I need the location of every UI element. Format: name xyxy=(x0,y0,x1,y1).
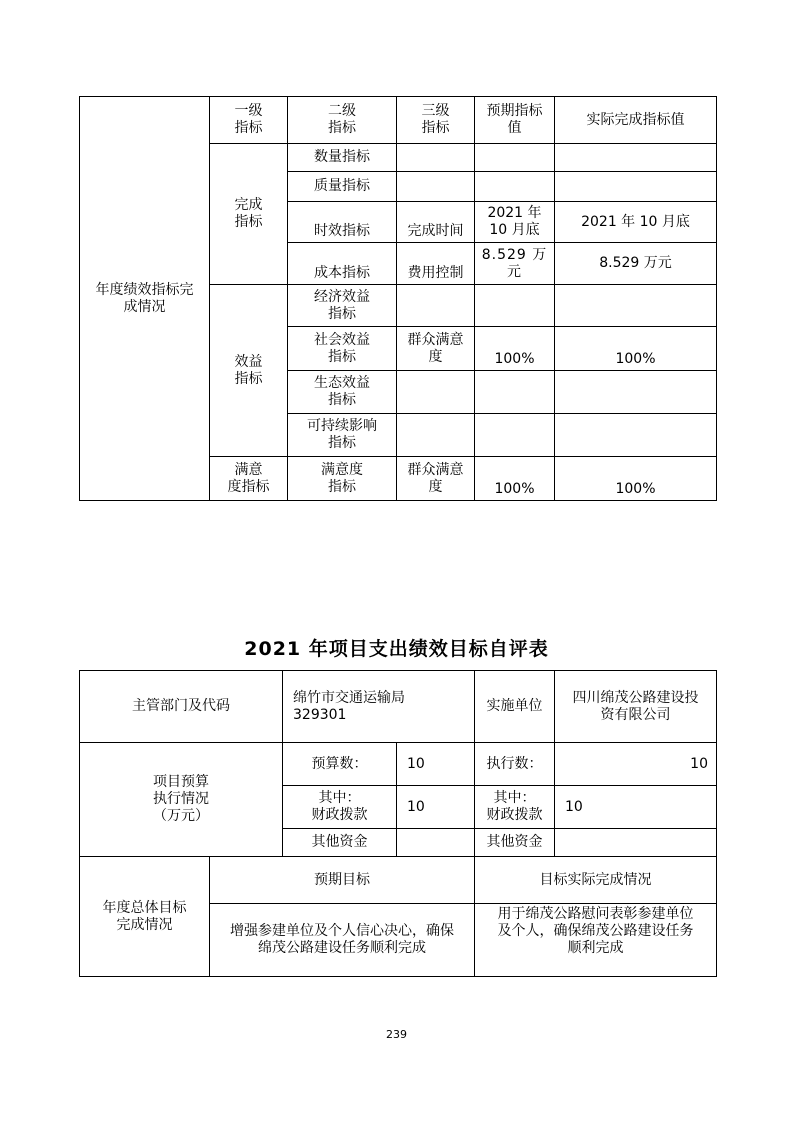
cell-empty xyxy=(397,414,475,457)
cell-empty xyxy=(397,172,475,202)
self-evaluation-table xyxy=(79,670,717,977)
cost-expected: 8.529 万 元 xyxy=(475,243,555,285)
timeliness-level3: 完成时间 xyxy=(397,202,475,243)
goal-section: 年度总体目标 完成情况 xyxy=(80,857,210,977)
actual-goal-label: 目标实际完成情况 xyxy=(475,857,717,904)
fiscal-exec-value: 10 xyxy=(555,786,717,829)
expected-goal-label: 预期目标 xyxy=(210,857,475,904)
group-satisfaction: 满意 度指标 xyxy=(210,457,288,501)
cell-empty xyxy=(475,172,555,202)
cell-empty xyxy=(475,414,555,457)
social-actual: 100% xyxy=(555,327,717,371)
cell-empty xyxy=(475,371,555,414)
social-level3: 群众满意 度 xyxy=(397,327,475,371)
fiscal-budget-value: 10 xyxy=(397,786,475,829)
cell-empty xyxy=(555,371,717,414)
other-exec-label: 其他资金 xyxy=(475,829,555,857)
cell-empty xyxy=(397,285,475,327)
exec-label: 执行数： xyxy=(475,743,555,786)
row-economic: 经济效益 指标 xyxy=(288,285,397,327)
dept-label: 主管部门及代码 xyxy=(80,671,283,743)
actual-goal-text: 用于绵茂公路慰问表彰参建单位 及个人，确保绵茂公路建设任务 顺利完成 xyxy=(475,904,717,977)
row-cost: 成本指标 xyxy=(288,243,397,285)
impl-label: 实施单位 xyxy=(475,671,555,743)
header-actual: 实际完成指标值 xyxy=(555,97,717,144)
header-level2: 二级 指标 xyxy=(288,97,397,144)
fiscal-exec-label: 其中： 财政拨款 xyxy=(475,786,555,829)
exec-value: 10 xyxy=(555,743,717,786)
header-expected: 预期指标 值 xyxy=(475,97,555,144)
impl-value: 四川绵茂公路建设投 资有限公司 xyxy=(555,671,717,743)
row-satisfaction: 满意度 指标 xyxy=(288,457,397,501)
expected-goal-text: 增强参建单位及个人信心决心，确保 绵茂公路建设任务顺利完成 xyxy=(210,904,475,977)
cell-empty xyxy=(555,285,717,327)
row-quality: 质量指标 xyxy=(288,172,397,202)
budget-label: 预算数： xyxy=(283,743,397,786)
satisfaction-expected: 100% xyxy=(475,457,555,501)
cell-empty xyxy=(397,829,475,857)
satisfaction-actual: 100% xyxy=(555,457,717,501)
timeliness-expected: 2021 年 10 月底 xyxy=(475,202,555,243)
other-label: 其他资金 xyxy=(283,829,397,857)
social-expected: 100% xyxy=(475,327,555,371)
row-ecological: 生态效益 指标 xyxy=(288,371,397,414)
page-title: 2021 年项目支出绩效目标自评表 xyxy=(244,638,549,660)
row-quantity: 数量指标 xyxy=(288,144,397,172)
cell-empty xyxy=(555,144,717,172)
row-timeliness: 时效指标 xyxy=(288,202,397,243)
fiscal-label: 其中： 财政拨款 xyxy=(283,786,397,829)
row-social: 社会效益 指标 xyxy=(288,327,397,371)
group-completion: 完成 指标 xyxy=(210,144,288,285)
cell-empty xyxy=(397,371,475,414)
timeliness-actual: 2021 年 10 月底 xyxy=(555,202,717,243)
cell-empty xyxy=(475,285,555,327)
dept-value: 绵竹市交通运输局 329301 xyxy=(283,671,475,743)
satisfaction-level3: 群众满意 度 xyxy=(397,457,475,501)
header-level1: 一级 指标 xyxy=(210,97,288,144)
budget-section: 项目预算 执行情况 （万元） xyxy=(80,743,283,857)
row-sustainable: 可持续影响 指标 xyxy=(288,414,397,457)
cell-empty xyxy=(397,144,475,172)
section-label-text: 年度绩效指标完 成情况 xyxy=(95,281,194,315)
performance-indicator-table xyxy=(79,96,717,501)
cell-empty xyxy=(555,829,717,857)
cell-empty xyxy=(555,414,717,457)
header-level3: 三级 指标 xyxy=(397,97,475,144)
group-benefit: 效益 指标 xyxy=(210,285,288,457)
section-label xyxy=(80,97,210,501)
page-number: 239 xyxy=(386,1028,407,1041)
cell-empty xyxy=(555,172,717,202)
cost-actual: 8.529 万元 xyxy=(555,243,717,285)
budget-value: 10 xyxy=(397,743,475,786)
cost-level3: 费用控制 xyxy=(397,243,475,285)
cell-empty xyxy=(475,144,555,172)
